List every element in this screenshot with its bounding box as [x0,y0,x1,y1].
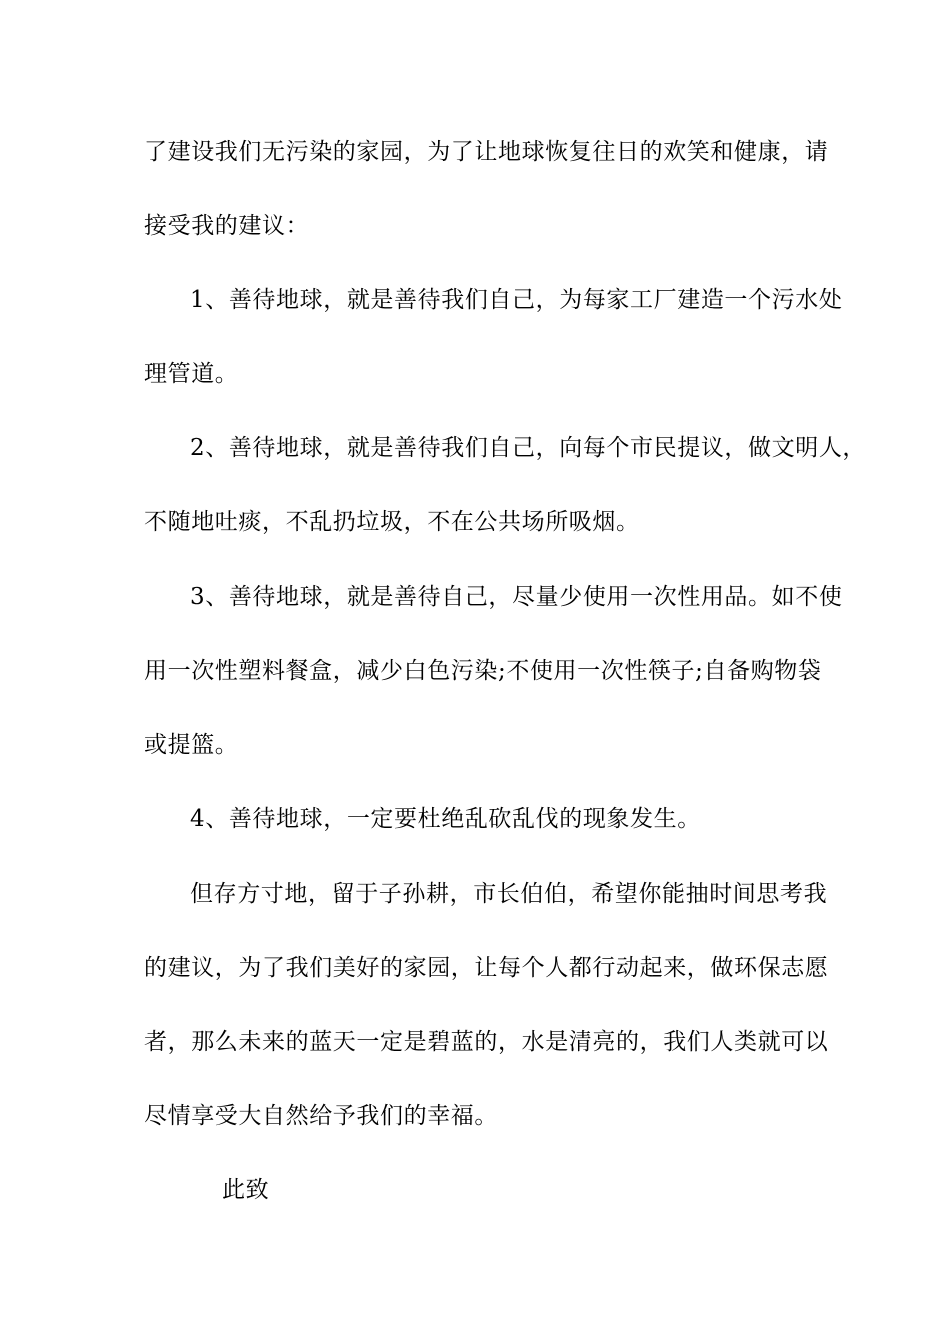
item-3-line-3: 或提篮。 [144,732,239,758]
closing-salutation: 此致 [222,1177,270,1203]
item-3-line-2: 用一次性塑料餐盒，减少白色污染;不使用一次性筷子;自备购物袋 [144,658,822,684]
conclusion-line-1: 但存方寸地，留于子孙耕，市长伯伯，希望你能抽时间思考我 [190,881,828,907]
item-1-line-1: 1、善待地球，就是善待我们自己，为每家工厂建造一个污水处 [190,287,843,313]
conclusion-line-2: 的建议，为了我们美好的家园，让每个人都行动起来，做环保志愿 [144,955,829,981]
item-2-line-2: 不随地吐痰，不乱扔垃圾，不在公共场所吸烟。 [144,509,640,535]
item-4-line-1: 4、善待地球，一定要杜绝乱砍乱伐的现象发生。 [190,806,701,832]
item-1-line-2: 理管道。 [144,361,239,387]
item-2-line-1: 2、善待地球，就是善待我们自己，向每个市民提议，做文明人， [190,435,867,461]
intro-line-1: 了建设我们无污染的家园，为了让地球恢复往日的欢笑和健康，请 [144,139,829,165]
conclusion-line-4: 尽情享受大自然给予我们的幸福。 [144,1103,498,1129]
intro-line-2: 接受我的建议： [144,213,310,239]
conclusion-line-3: 者，那么未来的蓝天一定是碧蓝的，水是清亮的，我们人类就可以 [144,1029,829,1055]
item-3-line-1: 3、善待地球，就是善待自己，尽量少使用一次性用品。如不使 [190,584,843,610]
